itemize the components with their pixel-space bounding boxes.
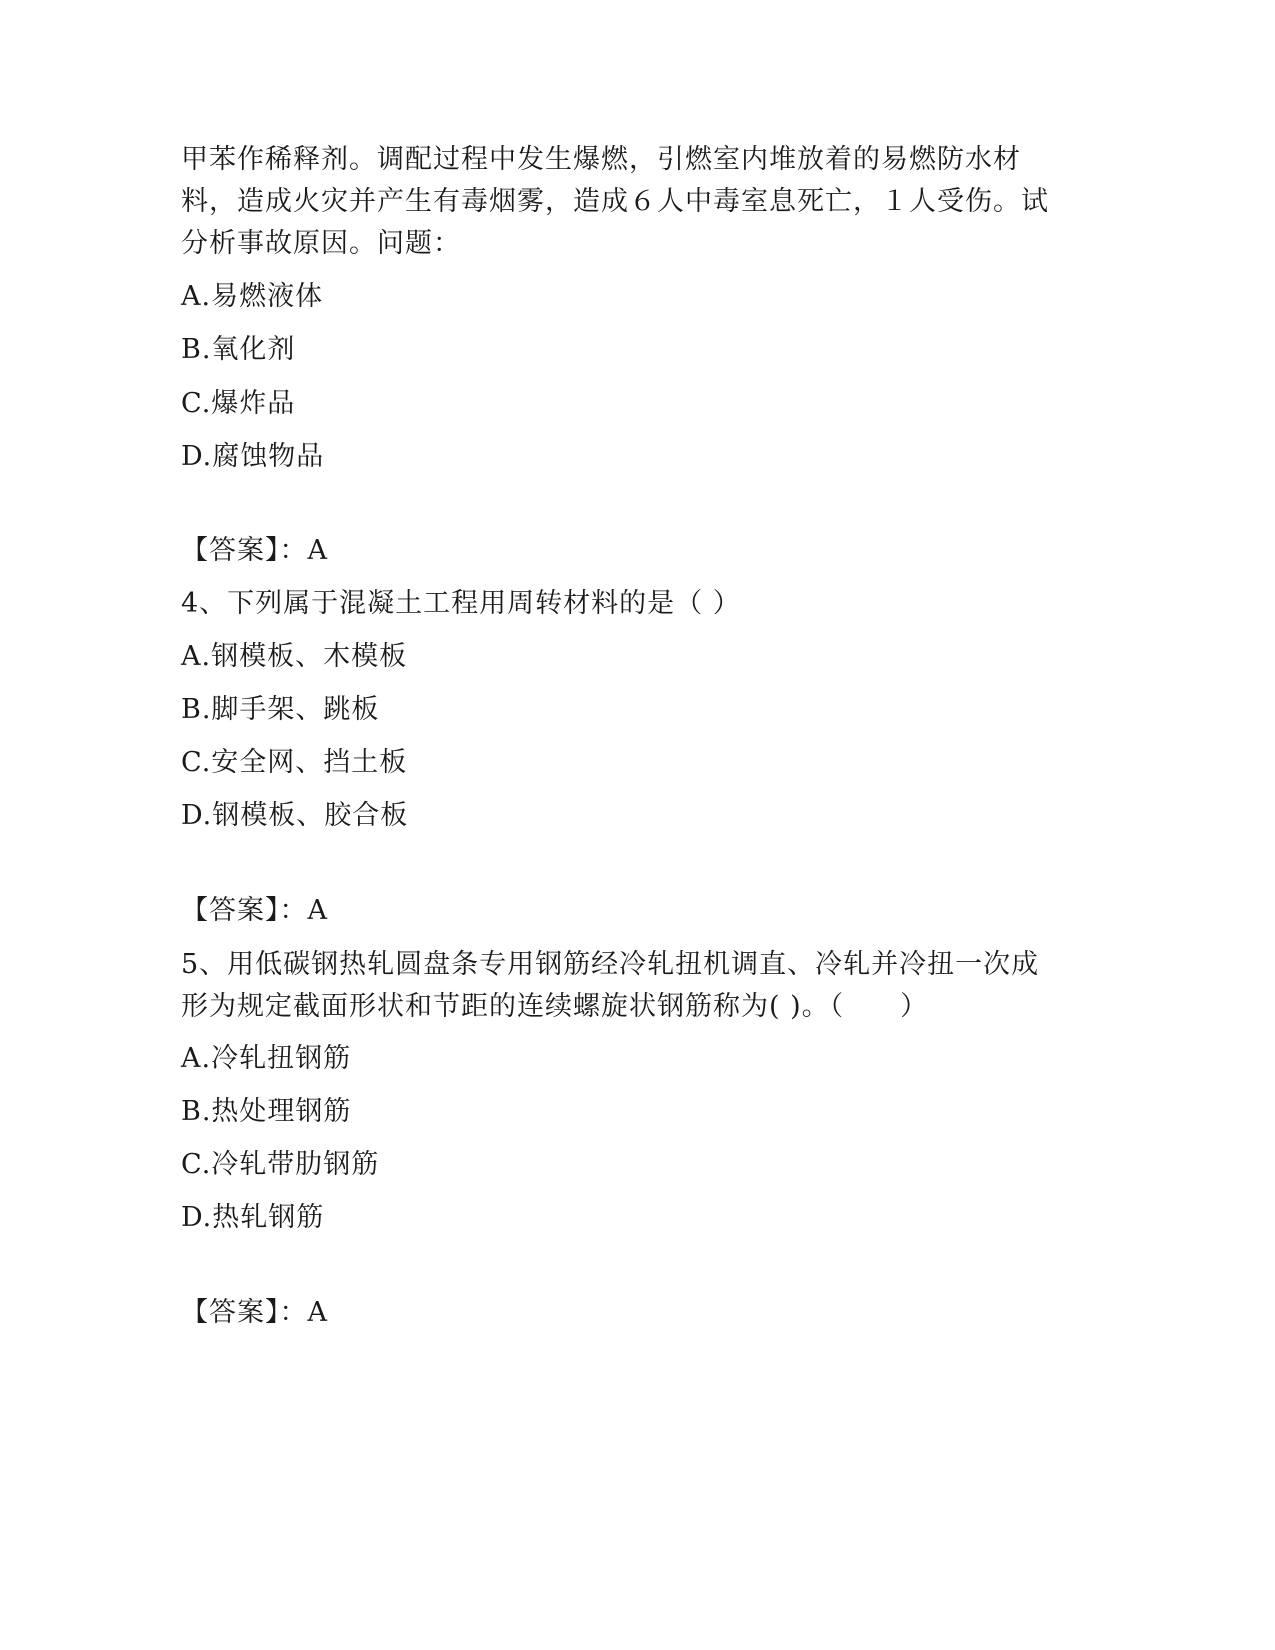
question-3-option-b: B.氧化剂 xyxy=(181,334,296,365)
question-4-stem: 4、下列属于混凝土工程用周转材料的是（ ） xyxy=(181,588,741,619)
question-4-option-c: C.安全网、挡土板 xyxy=(181,747,408,778)
question-3-option-c: C.爆炸品 xyxy=(181,388,296,419)
question-4-option-b: B.脚手架、跳板 xyxy=(181,694,380,725)
question-3-answer: 【答案】：A xyxy=(181,535,328,566)
question-5-stem xyxy=(181,944,1051,1028)
question-5-stem-line: 5、用低碳钢热轧圆盘条专用钢筋经冷轧扭机调直、冷轧并冷扭一次成 xyxy=(181,949,1040,980)
question-5-option-c: C.冷轧带肋钢筋 xyxy=(181,1149,380,1180)
question-3-stem-line: 分析事故原因。问题： xyxy=(181,228,461,259)
question-4-option-d: D.钢模板、胶合板 xyxy=(181,800,409,831)
question-3-option-a: A.易燃液体 xyxy=(181,281,324,312)
question-5-stem-line: 形为规定截面形状和节距的连续螺旋状钢筋称为( )。（ ） xyxy=(181,991,929,1022)
question-5-option-a: A.冷轧扭钢筋 xyxy=(181,1043,352,1074)
question-5-option-d: D.热轧钢筋 xyxy=(181,1202,325,1233)
question-3-option-d: D.腐蚀物品 xyxy=(181,441,325,472)
question-4-option-a: A.钢模板、木模板 xyxy=(181,641,408,672)
question-5-option-b: B.热处理钢筋 xyxy=(181,1096,352,1127)
question-3-stem-line: 料，造成火灾并产生有毒烟雾，造成６人中毒室息死亡，１人受伤。试 xyxy=(181,186,1049,217)
question-5-answer: 【答案】：A xyxy=(181,1297,328,1328)
question-3-stem xyxy=(181,139,1051,265)
question-4-answer: 【答案】：A xyxy=(181,895,328,926)
question-3-stem-line: 甲苯作稀释剂。调配过程中发生爆燃，引燃室内堆放着的易燃防水材 xyxy=(181,144,1021,175)
